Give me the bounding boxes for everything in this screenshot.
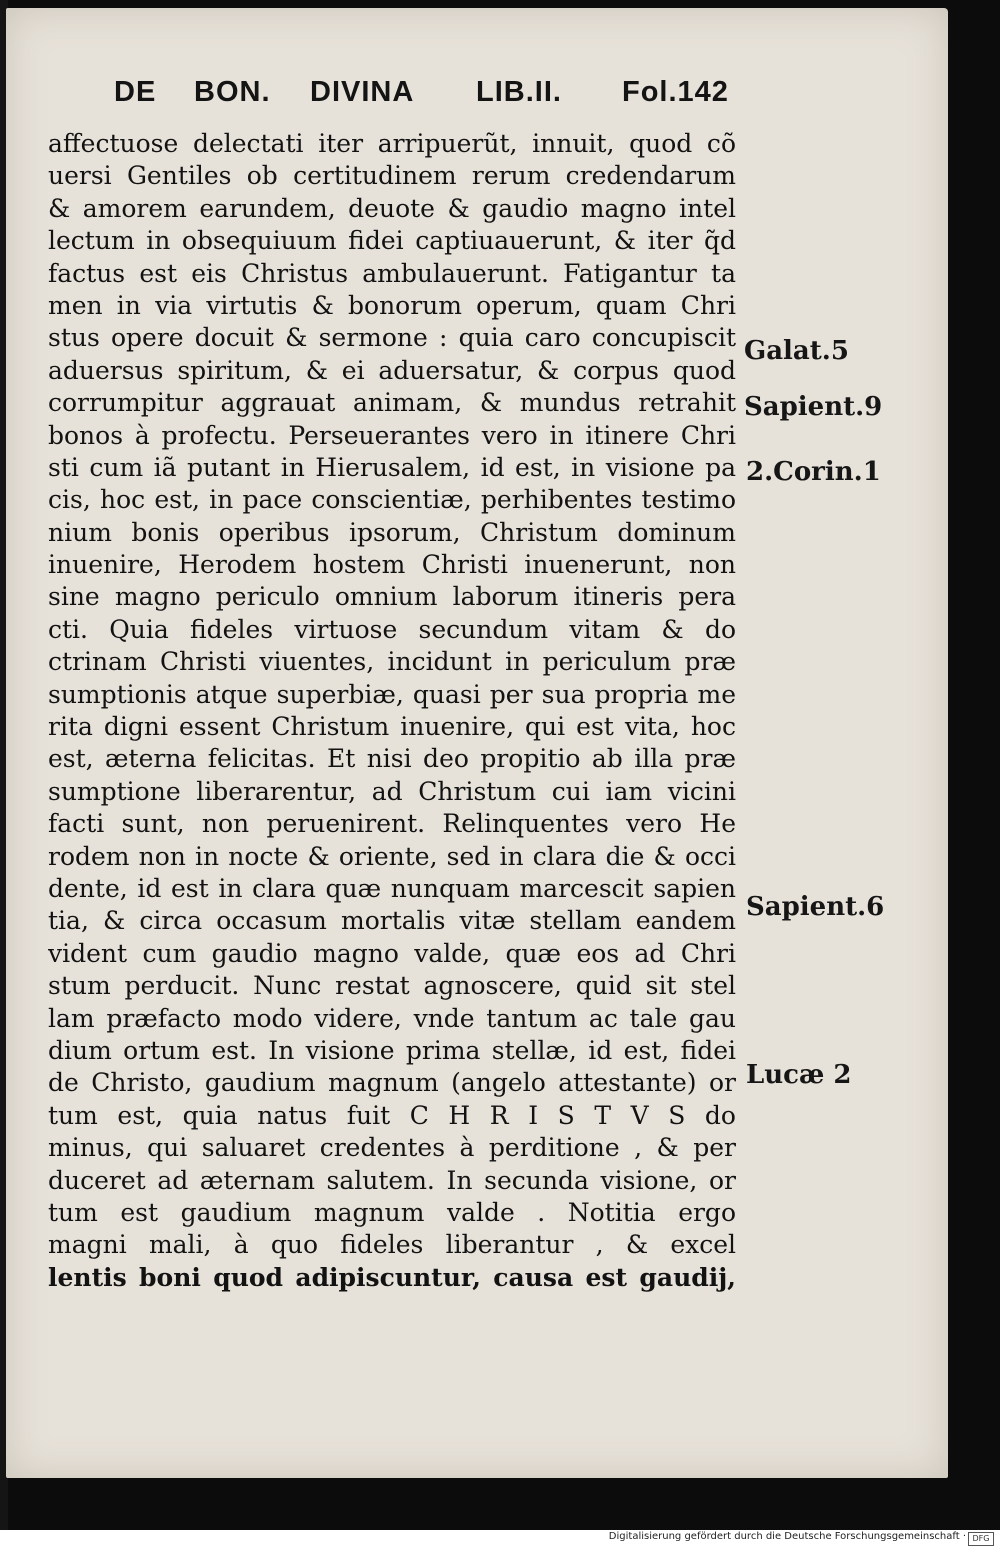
text-line: dente, id est in clara quæ nunquam marcescit sapien — [48, 873, 736, 903]
margin-note-wisdom-9: Sapient.9 — [744, 392, 883, 422]
text-line: sumptione liberarentur, ad Christum cui iam vicini — [48, 776, 736, 806]
text-line: magni mali, à quo fideles liberantur , & excel — [48, 1230, 736, 1260]
header-word-divina: DIVINA — [310, 76, 415, 108]
folio-number: Fol.142 — [622, 76, 729, 108]
text-line: tum est, quia natus fuit C H R I S T V S do — [48, 1100, 736, 1130]
text-line: affectuose delectati iter arripuerũt, innuit, quod cõ — [48, 129, 736, 158]
digitization-credit: Digitalisierung gefördert durch die Deutsche Forschungsgemeinschaft · — [608, 1531, 966, 1542]
margin-note-wisdom-6: Sapient.6 — [746, 892, 885, 922]
text-line: est, æterna felicitas. Et nisi deo propitio ab illa præ — [48, 744, 736, 774]
text-line: stus opere docuit & sermone : quia caro concupiscit — [48, 323, 736, 353]
text-line: facti sunt, non peruenirent. Relinquentes vero He — [48, 809, 736, 839]
text-line: sumptionis atque superbiæ, quasi per sua propria me — [48, 679, 736, 709]
header-word-de: DE — [114, 76, 157, 108]
running-header — [114, 76, 734, 120]
text-line: ctrinam Christi viuentes, incidunt in periculum præ — [48, 647, 736, 677]
text-line: stum perducit. Nunc restat agnoscere, quid sit stel — [48, 971, 736, 1001]
text-line: corrumpitur aggrauat animam, & mundus retrahit — [48, 388, 736, 418]
text-line: rodem non in nocte & oriente, sed in clara die & occi — [48, 841, 736, 871]
text-line: lectum in obsequiuum fidei captiuauerunt, & iter q̃d — [48, 226, 736, 256]
text-line: factus est eis Christus ambulauerunt. Fatigantur ta — [48, 258, 736, 288]
header-word-bon: BON. — [194, 76, 271, 108]
text-line: bonos à profectu. Perseuerantes vero in itinere Chri — [48, 420, 736, 450]
text-line: lentis boni quod adipiscuntur, causa est gaudij, — [48, 1262, 736, 1292]
header-book-number: LIB.II. — [476, 76, 562, 108]
text-line: cti. Quia fideles virtuose secundum vitam & do — [48, 614, 736, 644]
text-line: vident cum gaudio magno valde, quæ eos ad Chri — [48, 938, 736, 968]
text-line: tia, & circa occasum mortalis vitæ stellam eandem — [48, 906, 736, 936]
dfg-logo-icon: DFG — [968, 1532, 994, 1546]
text-line: nium bonis operibus ipsorum, Christum dominum — [48, 517, 736, 547]
text-line: & amorem earundem, deuote & gaudio magno intel — [48, 193, 736, 223]
margin-note-luke: Lucæ 2 — [746, 1060, 852, 1090]
text-line: uersi Gentiles ob certitudinem rerum credendarum — [48, 161, 736, 191]
main-text-block — [48, 128, 748, 1294]
text-line: dium ortum est. In visione prima stellæ, id est, fidei — [48, 1035, 736, 1065]
text-line: aduersus spiritum, & ei aduersatur, & corpus quod — [48, 355, 736, 385]
text-line: lam præfacto modo videre, vnde tantum ac tale gau — [48, 1003, 736, 1033]
text-line: minus, qui saluaret credentes à perditione , & per — [48, 1133, 736, 1163]
text-line: tum est gaudium magnum valde . Notitia ergo — [48, 1197, 736, 1227]
text-line: sti cum iã putant in Hierusalem, id est, in visione pa — [48, 452, 736, 482]
margin-note-galatians: Galat.5 — [744, 336, 849, 366]
text-line: duceret ad æternam salutem. In secunda visione, or — [48, 1165, 736, 1195]
text-line: sine magno periculo omnium laborum itineris pera — [48, 582, 736, 612]
text-line: cis, hoc est, in pace conscientiæ, perhibentes testimo — [48, 485, 736, 515]
text-line: de Christo, gaudium magnum (angelo attestante) or — [48, 1068, 736, 1098]
text-line: men in via virtutis & bonorum operum, quam Chri — [48, 290, 736, 320]
text-line: inuenire, Herodem hostem Christi inuenerunt, non — [48, 550, 736, 580]
text-line: rita digni essent Christum inuenire, qui est vita, hoc — [48, 712, 736, 742]
margin-note-corinthians: 2.Corin.1 — [746, 457, 881, 487]
